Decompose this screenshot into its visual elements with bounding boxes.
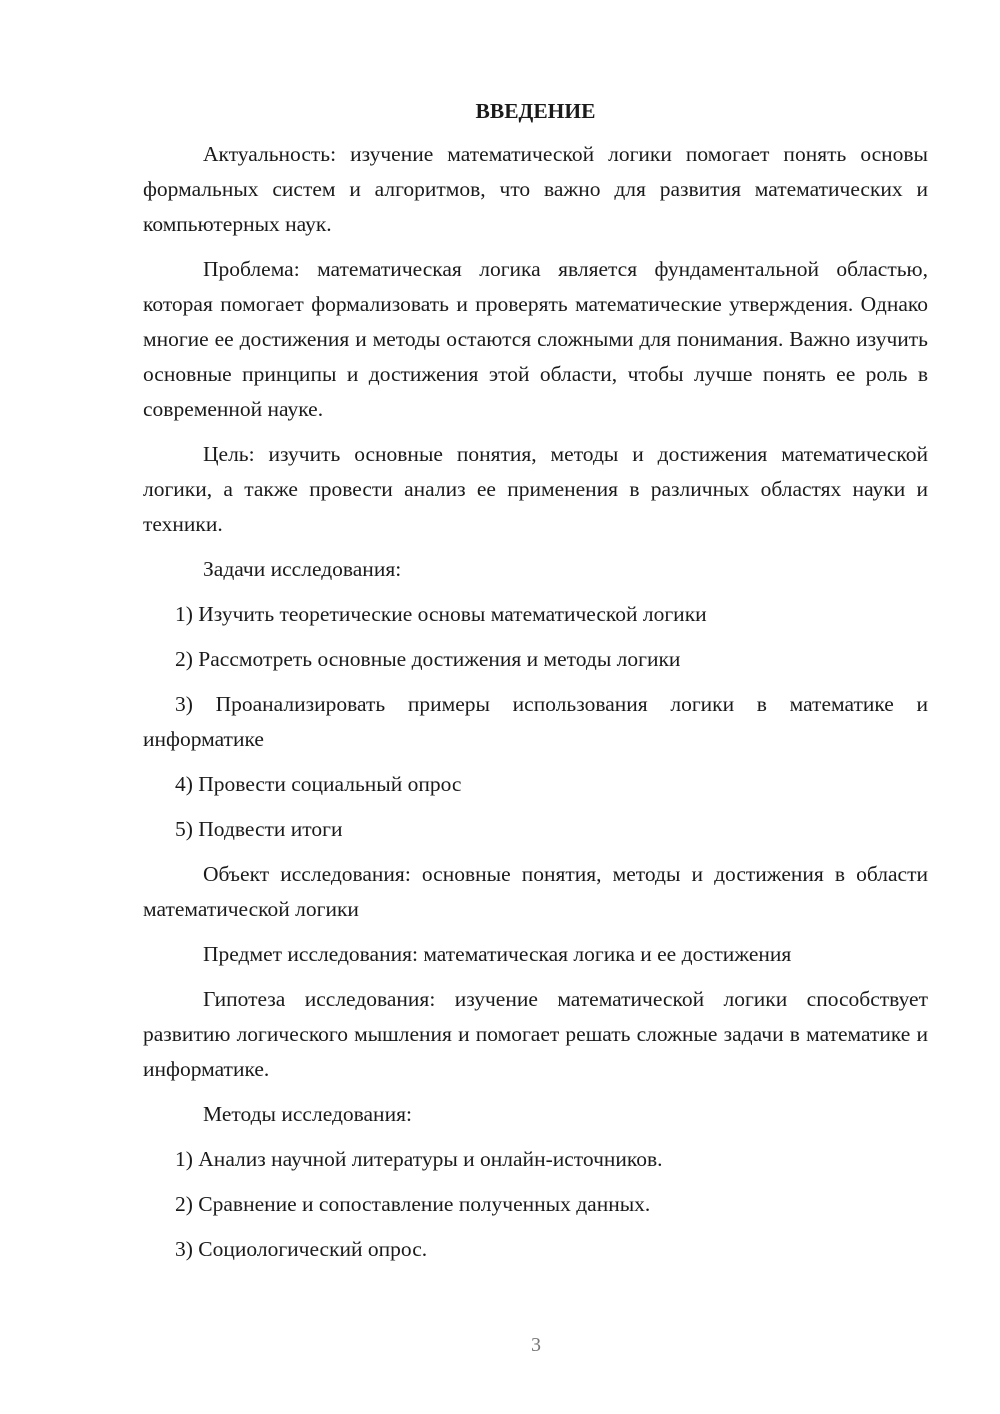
task-item: 3) Проанализировать примеры использования логики в математике и информатике bbox=[143, 692, 928, 751]
method-item: 2) Сравнение и сопоставление полученных данных. bbox=[175, 1192, 651, 1216]
methods-heading: Методы исследования: bbox=[203, 1102, 412, 1126]
problem-paragraph: Проблема: математическая логика является фундаментальной областью, которая помогает формализовать и проверять математические утверждения. Однако многие ее достижения и методы остаются сложными для понимания. Важно изучить основные принципы и достижения этой области, чтобы лучше понять ее роль в современной науке. bbox=[143, 257, 928, 421]
method-item: 1) Анализ научной литературы и онлайн-источников. bbox=[175, 1147, 663, 1171]
method-item: 3) Социологический опрос. bbox=[175, 1237, 428, 1261]
page-title: ВВЕДЕНИЕ bbox=[475, 99, 596, 123]
hypothesis-paragraph: Гипотеза исследования: изучение математической логики способствует развитию логического мышления и помогает решать сложные задачи в математике и информатике. bbox=[143, 987, 928, 1081]
task-item: 5) Подвести итоги bbox=[175, 817, 343, 841]
tasks-heading: Задачи исследования: bbox=[203, 557, 402, 581]
object-paragraph: Объект исследования: основные понятия, методы и достижения в области математической логики bbox=[143, 862, 928, 921]
relevance-paragraph: Актуальность: изучение математической логики помогает понять основы формальных систем и алгоритмов, что важно для развития математических и компьютерных наук. bbox=[143, 142, 928, 236]
task-item: 1) Изучить теоретические основы математической логики bbox=[175, 602, 707, 626]
task-item: 4) Провести социальный опрос bbox=[175, 772, 462, 796]
document-page bbox=[143, 95, 928, 1277]
goal-paragraph: Цель: изучить основные понятия, методы и достижения математической логики, а также провести анализ ее применения в различных областях науки и техники. bbox=[143, 442, 928, 536]
subject-paragraph: Предмет исследования: математическая логика и ее достижения bbox=[203, 942, 792, 966]
page-number: 3 bbox=[531, 1334, 541, 1356]
task-item: 2) Рассмотреть основные достижения и методы логики bbox=[175, 647, 681, 671]
